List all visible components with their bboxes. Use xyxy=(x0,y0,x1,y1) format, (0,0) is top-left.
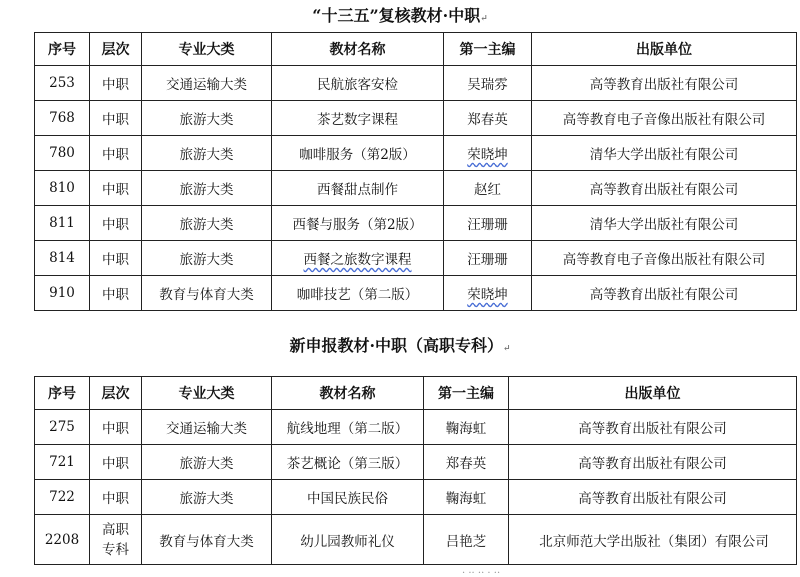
header-cell: 层次 xyxy=(90,377,142,410)
table-row xyxy=(35,171,797,206)
cell-name: 航线地理（第二版） xyxy=(272,410,424,445)
header-cell: 专业大类 xyxy=(142,33,272,66)
cell-level: 中职 xyxy=(90,66,142,101)
cell-category: 旅游大类 xyxy=(142,171,272,206)
cell-no: 722 xyxy=(35,480,90,515)
cell-editor: 郑春英 xyxy=(444,101,532,136)
cell-editor: 汪珊珊 xyxy=(444,206,532,241)
cell-name: 西餐与服务（第2版） xyxy=(272,206,444,241)
paragraph-mark-icon: ↵ xyxy=(480,14,488,24)
cell-editor: 郑春英 xyxy=(424,445,509,480)
cell-level-text: 高职专科 xyxy=(102,521,129,558)
cell-no: 768 xyxy=(35,101,90,136)
cell-publisher: 高等教育出版社有限公司 xyxy=(532,66,797,101)
cell-name: 民航旅客安检 xyxy=(272,66,444,101)
cell-publisher: 高等教育出版社有限公司 xyxy=(509,480,797,515)
cell-name: 幼儿园教师礼仪 xyxy=(272,515,424,565)
paragraph-mark-icon: ↵ xyxy=(503,344,511,354)
table-row xyxy=(35,480,797,515)
cell-no: 2208 xyxy=(35,515,90,565)
cell-level: 中职 xyxy=(90,101,142,136)
cell-editor: 鞠海虹 xyxy=(424,410,509,445)
cell-name: 中国民族民俗 xyxy=(272,480,424,515)
cell-publisher: 高等教育出版社有限公司 xyxy=(532,171,797,206)
cell-publisher: 清华大学出版社有限公司 xyxy=(532,206,797,241)
cell-publisher: 高等教育出版社有限公司 xyxy=(509,445,797,480)
spellcheck-underlined-text: 荣晓坤 xyxy=(467,147,508,163)
section1-table xyxy=(34,32,797,311)
section1-title xyxy=(0,6,800,29)
cell-no: 910 xyxy=(35,276,90,311)
cell-category: 教育与体育大类 xyxy=(142,276,272,311)
cell-no: 810 xyxy=(35,171,90,206)
cell-no: 814 xyxy=(35,241,90,276)
header-cell: 教材名称 xyxy=(272,33,444,66)
cell-level: 中职 xyxy=(90,136,142,171)
cell-editor: 赵红 xyxy=(444,171,532,206)
header-cell: 序号 xyxy=(35,33,90,66)
cell-category: 交通运输大类 xyxy=(142,410,272,445)
table-row xyxy=(35,410,797,445)
cell-level: 中职 xyxy=(90,206,142,241)
cell-name: 西餐甜点制作 xyxy=(272,171,444,206)
table-row xyxy=(35,206,797,241)
cell-level: 中职 xyxy=(90,480,142,515)
cell-level: 中职 xyxy=(90,445,142,480)
cell-no: 275 xyxy=(35,410,90,445)
header-cell: 出版单位 xyxy=(532,33,797,66)
cell-level: 中职 xyxy=(90,241,142,276)
cell-editor: 吕艳芝 xyxy=(424,515,509,565)
header-cell: 第一主编 xyxy=(444,33,532,66)
spellcheck-underlined-text: 西餐之旅数字课程 xyxy=(303,252,412,268)
table-row xyxy=(35,101,797,136)
cell-publisher: 高等教育电子音像出版社有限公司 xyxy=(532,241,797,276)
section2-table xyxy=(34,376,797,565)
cell-category: 旅游大类 xyxy=(142,241,272,276)
cell-no: 780 xyxy=(35,136,90,171)
header-cell: 序号 xyxy=(35,377,90,410)
cell-level: 中职 xyxy=(90,410,142,445)
cell-level: 中职 xyxy=(90,276,142,311)
table-header-row xyxy=(35,377,797,410)
cell-name xyxy=(272,241,444,276)
cell-level: 中职 xyxy=(90,171,142,206)
cell-editor xyxy=(444,136,532,171)
section2-title xyxy=(0,336,800,359)
cell-name: 咖啡技艺（第二版） xyxy=(272,276,444,311)
cell-no: 811 xyxy=(35,206,90,241)
section1-title-text: “十三五”复核教材·中职 xyxy=(312,6,481,25)
header-cell: 第一主编 xyxy=(424,377,509,410)
table-row xyxy=(35,136,797,171)
cell-editor: 鞠海虹 xyxy=(424,480,509,515)
table-row xyxy=(35,276,797,311)
cell-editor: 吴瑞雰 xyxy=(444,66,532,101)
header-cell: 出版单位 xyxy=(509,377,797,410)
cell-no: 721 xyxy=(35,445,90,480)
cell-category: 旅游大类 xyxy=(142,101,272,136)
cell-category: 旅游大类 xyxy=(142,445,272,480)
cell-category: 旅游大类 xyxy=(142,136,272,171)
cell-category: 交通运输大类 xyxy=(142,66,272,101)
cell-publisher: 高等教育电子音像出版社有限公司 xyxy=(532,101,797,136)
cell-level xyxy=(90,515,142,565)
cell-publisher: 北京师范大学出版社（集团）有限公司 xyxy=(509,515,797,565)
table-row xyxy=(35,66,797,101)
section2-title-text: 新申报教材·中职（高职专科） xyxy=(289,336,504,355)
cell-publisher: 高等教育出版社有限公司 xyxy=(509,410,797,445)
cell-name: 茶艺数字课程 xyxy=(272,101,444,136)
table-header-row xyxy=(35,33,797,66)
cell-no: 253 xyxy=(35,66,90,101)
cell-name: 茶艺概论（第三版） xyxy=(272,445,424,480)
table-row xyxy=(35,515,797,565)
cell-category: 教育与体育大类 xyxy=(142,515,272,565)
table-row xyxy=(35,445,797,480)
cell-publisher: 清华大学出版社有限公司 xyxy=(532,136,797,171)
table-row xyxy=(35,241,797,276)
cell-category: 旅游大类 xyxy=(142,206,272,241)
spellcheck-underlined-text: 荣晓坤 xyxy=(467,287,508,303)
header-cell: 教材名称 xyxy=(272,377,424,410)
cut-off-text-fragment: · ·· ·· · ·· xyxy=(462,568,501,577)
cell-editor xyxy=(444,276,532,311)
cell-name: 咖啡服务（第2版） xyxy=(272,136,444,171)
cell-publisher: 高等教育出版社有限公司 xyxy=(532,276,797,311)
header-cell: 专业大类 xyxy=(142,377,272,410)
header-cell: 层次 xyxy=(90,33,142,66)
cell-editor: 汪珊珊 xyxy=(444,241,532,276)
cell-category: 旅游大类 xyxy=(142,480,272,515)
